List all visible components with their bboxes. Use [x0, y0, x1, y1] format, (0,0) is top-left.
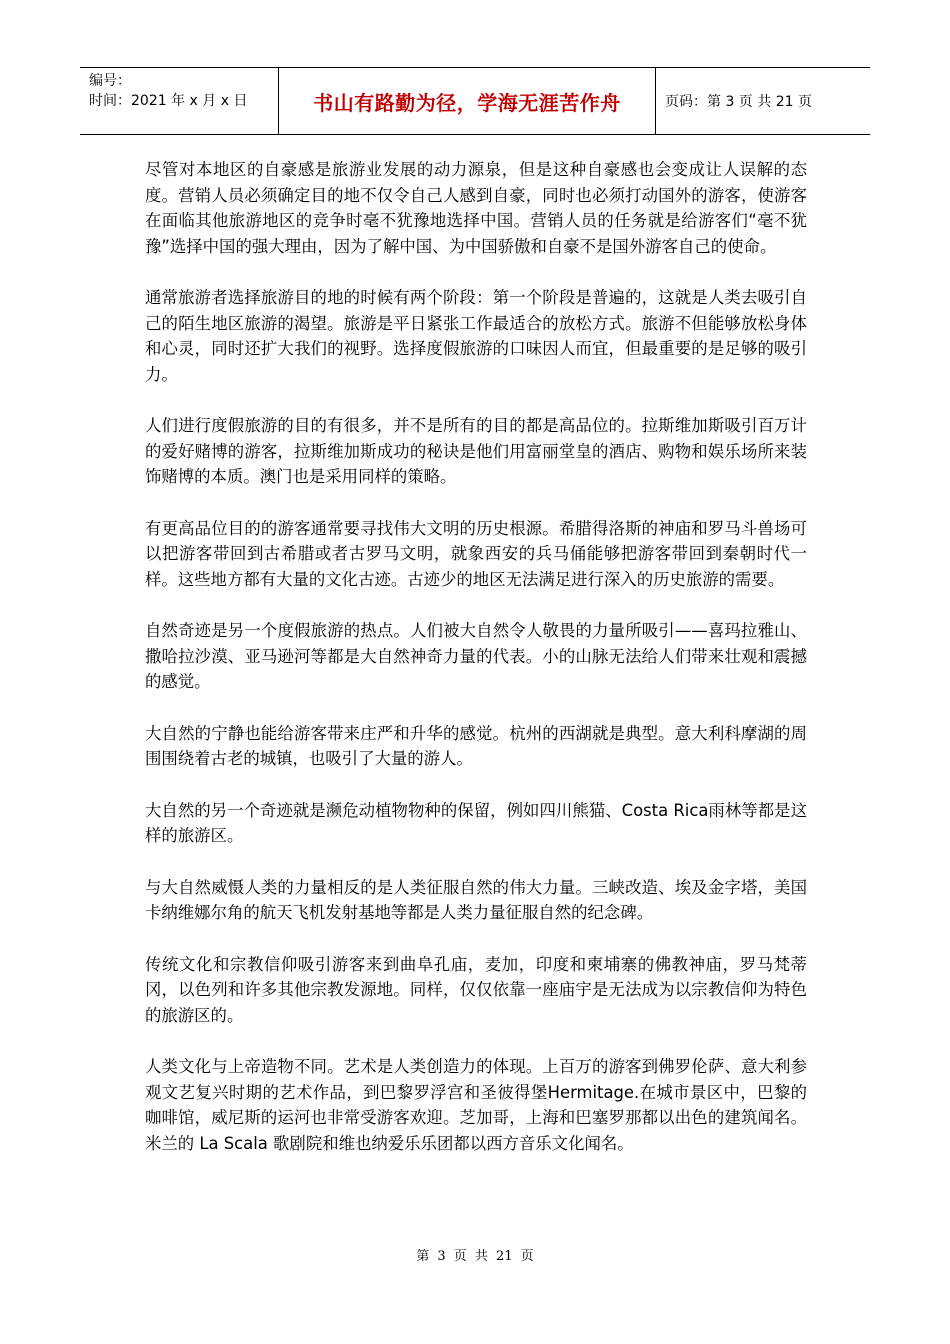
paragraph-8: 与大自然威慑人类的力量相反的是人类征服自然的伟大力量。三峡改造、埃及金字塔，美国卡纳维娜尔角的航天飞机发射基地等都是人类力量征服自然的纪念碑。 — [145, 877, 807, 922]
page-footer: 第 3 页 共 21 页 — [416, 1249, 534, 1264]
paragraph-2: 通常旅游者选择旅游目的地的时候有两个阶段：第一个阶段是普遍的，这就是人类去吸引自己的陌生地区旅游的渴望。旅游是平日紧张工作最适合的放松方式。旅游不但能够放松身体和心灵，同时还扩大我们的视野。选择度假旅游的口味因人而宜，但最重要的是足够的吸引力。 — [145, 288, 807, 384]
header-meta — [80, 68, 279, 134]
paragraph-7: 大自然的另一个奇迹就是濒危动植物物种的保留，例如四川熊猫、Costa Rica雨林等都是这样的旅游区。 — [145, 800, 807, 845]
paragraph-10: 人类文化与上帝造物不同。艺术是人类创造力的体现。上百万的游客到佛罗伦萨、意大利参观文艺复兴时期的艺术作品，到巴黎罗浮宫和圣彼得堡Hermitage.在城市景区中，巴黎的咖啡馆，威尼斯的运河也非常受游客欢迎。芝加哥，上海和巴塞罗那都以出色的建筑闻名。米兰的 La Scala 歌剧院和维也纳爱乐乐团都以西方音乐文化闻名。 — [145, 1057, 807, 1153]
paragraph-3: 人们进行度假旅游的目的有很多，并不是所有的目的都是高品位的。拉斯维加斯吸引百万计的爱好赌博的游客，拉斯维加斯成功的秘诀是他们用富丽堂皇的酒店、购物和娱乐场所来装饰赌博的本质。澳门也是采用同样的策略。 — [145, 416, 807, 486]
paragraph-4: 有更高品位目的的游客通常要寻找伟大文明的历史根源。希腊得洛斯的神庙和罗马斗兽场可以把游客带回到古希腊或者古罗马文明，就象西安的兵马俑能够把游客带回到秦朝时代一样。这些地方都有大量的文化古迹。古迹少的地区无法满足进行深入的历史旅游的需要。 — [145, 518, 807, 589]
page-header — [80, 67, 870, 135]
date-label: 时间：2021 年 x 月 x 日 — [89, 93, 248, 109]
header-motto: 书山有路勤为径，学海无涯苦作舟 — [279, 68, 656, 134]
paragraph-9: 传统文化和宗教信仰吸引游客来到曲阜孔庙，麦加，印度和柬埔寨的佛教神庙，罗马梵蒂冈，以色列和许多其他宗教发源地。同样，仅仅依靠一座庙宇是无法成为以宗教信仰为特色的旅游区的。 — [145, 954, 807, 1025]
paragraph-1: 尽管对本地区的自豪感是旅游业发展的动力源泉，但是这种自豪感也会变成让人误解的态度。营销人员必须确定目的地不仅令自己人感到自豪，同时也必须打动国外的游客，使游客在面临其他旅游地区的竞争时毫不犹豫地选择中国。营销人员的任务就是给游客们“毫不犹豫”选择中国的强大理由，因为了解中国、为中国骄傲和自豪不是国外游客自己的使命。 — [145, 160, 807, 256]
header-page-info: 页码：第 3 页 共 21 页 — [665, 94, 812, 110]
serial-number-label: 编号： — [89, 73, 131, 89]
paragraph-5: 自然奇迹是另一个度假旅游的热点。人们被大自然令人敬畏的力量所吸引——喜玛拉雅山、撒哈拉沙漠、亚马逊河等都是大自然神奇力量的代表。小的山脉无法给人们带来壮观和震撼的感觉。 — [145, 621, 807, 691]
document-body — [145, 157, 807, 1182]
paragraph-6: 大自然的宁静也能给游客带来庄严和升华的感觉。杭州的西湖就是典型。意大利科摩湖的周围围绕着古老的城镇，也吸引了大量的游人。 — [145, 723, 807, 768]
